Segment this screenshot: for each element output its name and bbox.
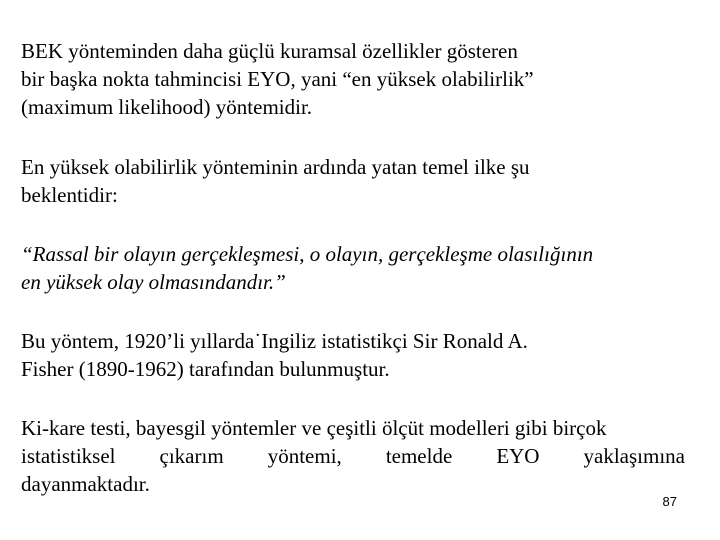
word: temelde <box>385 444 453 468</box>
text-line: Ki-kare testi, bayesgil yöntemler ve çeşitli ölçüt modelleri gibi birçok <box>21 416 607 440</box>
text-line: En yüksek olabilirlik yönteminin ardında yatan temel ilke şu <box>21 155 530 179</box>
word: istatistiksel <box>21 444 116 468</box>
quote-paragraph <box>21 240 685 296</box>
word: yöntemi, <box>267 444 342 468</box>
word: çıkarım <box>159 444 224 468</box>
text-line: beklentidir: <box>21 183 118 207</box>
text-line: Fisher (1890-1962) tarafından bulunmuştur. <box>21 357 390 381</box>
word: EYO <box>496 444 540 468</box>
page-number: 87 <box>662 494 677 509</box>
text-line: dayanmaktadır. <box>21 472 150 496</box>
text-line: bir başka nokta tahmincisi EYO, yani “en yüksek olabilirlik” <box>21 67 534 91</box>
word: yaklaşımına <box>583 444 685 468</box>
paragraph-history <box>21 327 685 383</box>
justified-text-line <box>21 442 685 470</box>
paragraph-principle <box>21 153 685 209</box>
text-line: BEK yönteminden daha güçlü kuramsal özellikler gösteren <box>21 39 518 63</box>
text-line: (maximum likelihood) yöntemidir. <box>21 95 313 119</box>
paragraph-eyo-intro <box>21 37 685 121</box>
text-line: en yüksek olay olmasındandır.” <box>21 270 286 294</box>
text-line: Bu yöntem, 1920’li yıllarda˙Ingiliz istatistikçi Sir Ronald A. <box>21 329 528 353</box>
paragraph-applications <box>21 414 685 498</box>
text-line: “Rassal bir olayın gerçekleşmesi, o olayın, gerçekleşme olasılığının <box>21 242 594 266</box>
